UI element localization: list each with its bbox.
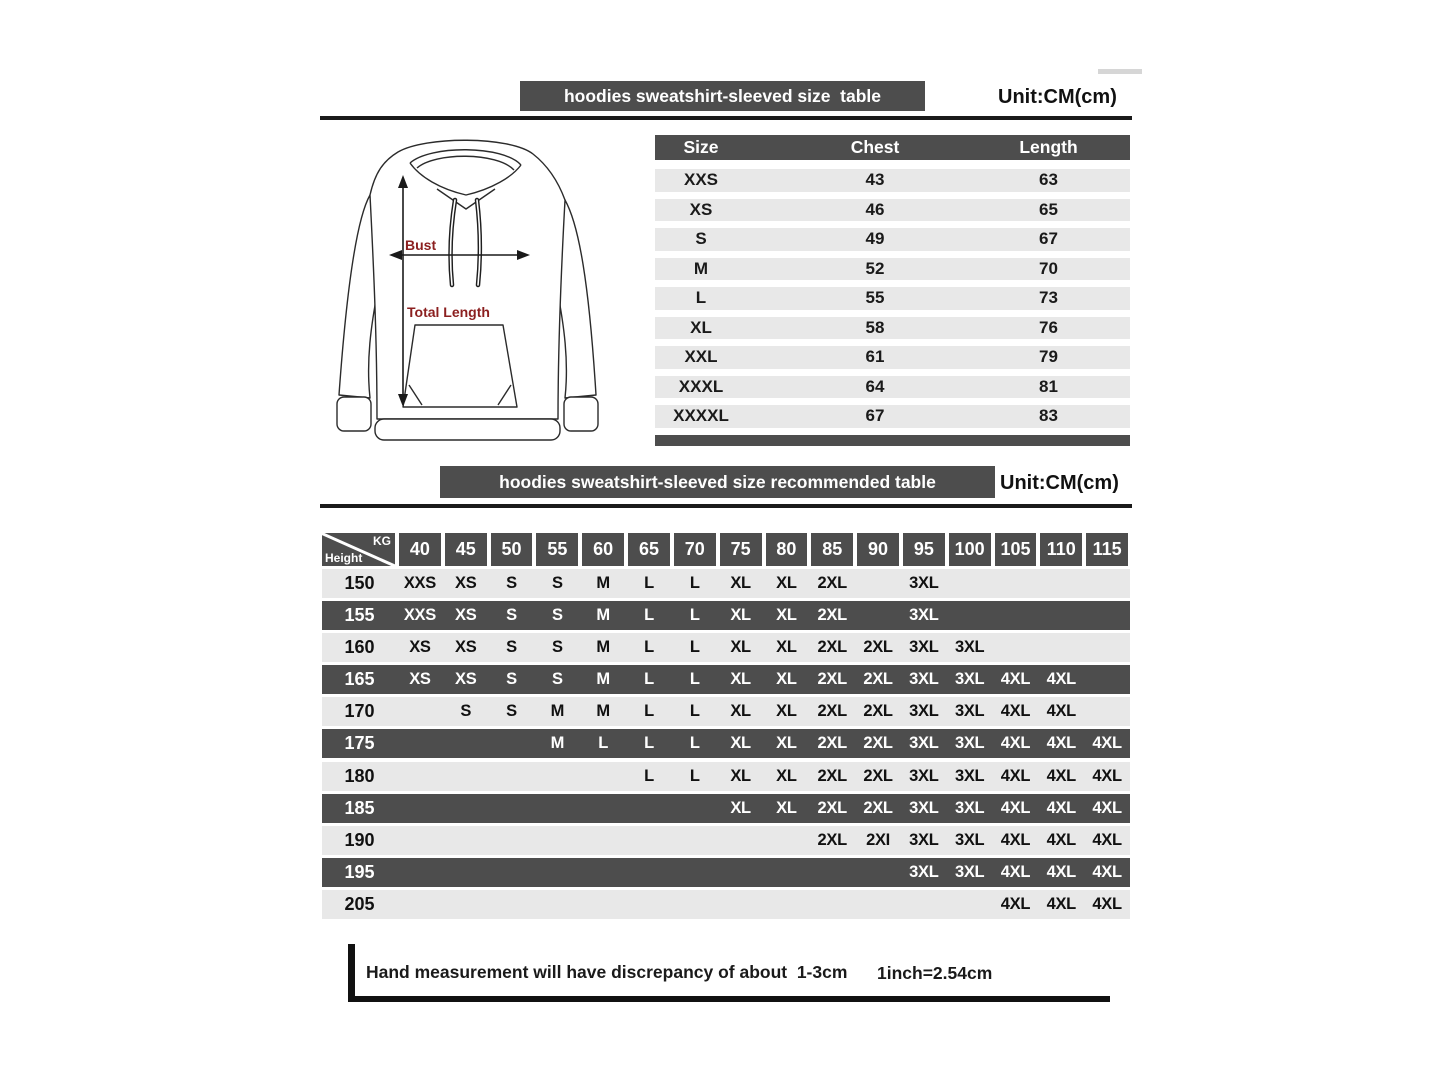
size-value-cell: 2XL: [863, 670, 893, 689]
size-value-cell: [534, 762, 580, 791]
size-value-cell: L: [644, 702, 654, 721]
size-value-cell: [580, 890, 626, 919]
weight-col-header: 90: [857, 533, 899, 566]
weight-col-header: 50: [491, 533, 533, 566]
weight-col-header: 40: [399, 533, 441, 566]
size-value-cell: 2XL: [817, 734, 847, 753]
size-value-cell: [443, 794, 489, 823]
size-value-cell: 2XL: [863, 798, 893, 817]
size-table-row: [655, 199, 1130, 222]
size-value-cell: 4XL: [1092, 863, 1122, 882]
size-value-cell: [443, 858, 489, 887]
size-value-cell: [397, 858, 443, 887]
size-value-cell: 3XL: [909, 831, 939, 849]
size-cell: S: [695, 229, 707, 248]
size-value-cell: 4XL: [1092, 895, 1122, 914]
size-value-cell: [534, 858, 580, 887]
size-value-cell: [1038, 633, 1084, 662]
size-value-cell: XS: [409, 637, 431, 656]
weight-col-header: 80: [766, 533, 808, 566]
size-value-cell: [580, 858, 626, 887]
size-table-row: [655, 228, 1130, 251]
size-cell: XXS: [683, 170, 719, 189]
size-value-cell: XL: [730, 766, 751, 785]
size-value-cell: [626, 858, 672, 887]
size-value-cell: XL: [730, 605, 751, 624]
weight-col-header: 65: [628, 533, 670, 566]
height-cell: 170: [344, 701, 375, 722]
size-value-cell: L: [644, 734, 654, 753]
size-value-cell: 4XL: [1046, 798, 1076, 817]
size-value-cell: M: [596, 637, 610, 656]
size-table-row: [655, 317, 1130, 340]
size-value-cell: [489, 762, 535, 791]
size-value-cell: M: [596, 670, 610, 689]
footnote-bracket-vertical: [348, 944, 355, 1002]
size-value-cell: [672, 794, 718, 823]
chest-cell: 52: [865, 258, 885, 278]
size-value-cell: XL: [730, 798, 751, 817]
size-value-cell: [672, 890, 718, 919]
matrix-body: [322, 569, 1130, 920]
size-value-cell: XL: [776, 670, 797, 689]
size-table-row: [655, 287, 1130, 310]
size-value-cell: 2XL: [863, 702, 893, 721]
size-value-cell: 4XL: [1000, 670, 1031, 689]
size-value-cell: 3XL: [909, 670, 939, 689]
size-table-footer-bar: [655, 435, 1130, 446]
size-value-cell: XL: [730, 573, 751, 592]
size-table-row: [655, 346, 1130, 369]
size-value-cell: XS: [455, 637, 477, 656]
size-value-cell: 3XL: [954, 702, 985, 721]
weight-col-header: 100: [949, 533, 991, 566]
size-value-cell: [947, 569, 993, 598]
matrix-row: [322, 665, 1130, 694]
size-value-cell: 4XL: [1000, 702, 1031, 721]
size-value-cell: 4XL: [1092, 798, 1122, 817]
matrix-header: [322, 533, 1130, 566]
size-value-cell: XL: [730, 670, 751, 689]
size-value-cell: 4XL: [1092, 831, 1122, 849]
bust-label: Bust: [405, 237, 437, 253]
size-value-cell: 4XL: [1046, 734, 1076, 753]
size-value-cell: XS: [409, 670, 431, 689]
size-value-cell: M: [550, 734, 565, 753]
size-value-cell: 4XL: [1046, 831, 1076, 849]
height-cell: 165: [344, 669, 375, 690]
size-value-cell: 4XL: [1092, 766, 1122, 785]
size-value-cell: 3XL: [954, 734, 985, 753]
size-value-cell: XL: [776, 798, 797, 817]
chest-cell: 49: [865, 229, 885, 248]
size-value-cell: 2XL: [817, 605, 847, 624]
size-value-cell: XL: [776, 637, 797, 656]
length-cell: 63: [1039, 170, 1058, 189]
size-value-cell: L: [644, 637, 654, 656]
size-value-cell: S: [506, 637, 517, 656]
size-table-header: [655, 135, 1130, 160]
height-cell: 195: [344, 862, 375, 883]
size-value-cell: M: [596, 702, 610, 721]
chest-cell: 58: [865, 317, 885, 337]
weight-col-header: 60: [582, 533, 624, 566]
weight-col-header: 75: [720, 533, 762, 566]
total-length-label: Total Length: [407, 304, 490, 320]
matrix-row: [322, 826, 1130, 855]
size-value-cell: [443, 826, 489, 855]
size-value-cell: [397, 826, 443, 855]
size-value-cell: [764, 890, 810, 919]
size-value-cell: [1084, 697, 1130, 726]
size-value-cell: L: [689, 605, 700, 624]
weight-col-header: 70: [674, 533, 716, 566]
size-table: [655, 135, 1130, 446]
matrix-row: [322, 794, 1130, 823]
size-value-cell: 2XL: [863, 734, 893, 753]
size-value-cell: 4XL: [1000, 831, 1031, 849]
size-value-cell: [489, 890, 535, 919]
chest-cell: 55: [865, 288, 885, 307]
size-value-cell: [397, 697, 443, 726]
size-value-cell: XS: [455, 573, 477, 592]
size-value-cell: [1038, 601, 1084, 630]
size-value-cell: [397, 794, 443, 823]
size-value-cell: [764, 858, 810, 887]
kangaroo-pocket: [403, 325, 517, 407]
size-value-cell: 4XL: [1046, 895, 1076, 914]
size-value-cell: 4XL: [1000, 895, 1031, 914]
size-table-row: [655, 376, 1130, 399]
chest-cell: 46: [865, 199, 885, 219]
size-value-cell: [626, 794, 672, 823]
length-cell: 70: [1039, 258, 1058, 278]
size-recommendation-matrix: [322, 533, 1130, 923]
size-value-cell: [947, 601, 993, 630]
size-value-cell: L: [689, 573, 700, 592]
size-value-cell: [672, 858, 718, 887]
size-value-cell: 2XL: [817, 637, 847, 656]
chest-cell: 43: [865, 170, 885, 189]
size-value-cell: [1038, 569, 1084, 598]
measurement-discrepancy-note: Hand measurement will have discrepancy of about 1-3cm: [366, 962, 848, 982]
length-cell: 65: [1039, 199, 1058, 219]
length-cell: 79: [1039, 347, 1058, 366]
size-value-cell: L: [689, 702, 700, 721]
size-value-cell: [580, 762, 626, 791]
size-value-cell: [718, 858, 764, 887]
size-value-cell: 2XL: [817, 798, 847, 817]
size-value-cell: [901, 890, 947, 919]
size-value-cell: [855, 601, 901, 630]
size-value-cell: 4XL: [1046, 863, 1076, 882]
size-value-cell: S: [551, 605, 563, 624]
hoodie-diagram: [325, 133, 610, 458]
size-value-cell: 3XL: [954, 831, 985, 849]
size-value-cell: 2XL: [863, 766, 893, 785]
height-cell: 205: [344, 894, 375, 915]
size-value-cell: L: [644, 766, 654, 785]
matrix-row: [322, 633, 1130, 662]
size-cell: XS: [689, 199, 713, 219]
left-cuff: [337, 397, 371, 431]
size-value-cell: 4XL: [1000, 734, 1031, 753]
size-value-cell: [397, 762, 443, 791]
size-value-cell: M: [596, 573, 610, 592]
size-value-cell: 4XL: [1046, 670, 1076, 689]
size-value-cell: 3XL: [954, 670, 985, 689]
size-value-cell: [489, 729, 535, 758]
size-value-cell: [1084, 665, 1130, 694]
matrix-row: [322, 697, 1130, 726]
size-value-cell: XXS: [403, 573, 436, 592]
inch-conversion-note: 1inch=2.54cm: [877, 963, 993, 983]
size-value-cell: [626, 890, 672, 919]
size-value-cell: 4XL: [1046, 702, 1076, 721]
size-value-cell: [626, 826, 672, 855]
size-value-cell: 3XL: [909, 605, 939, 624]
size-value-cell: 3XL: [909, 573, 939, 592]
matrix-corner-cell: [322, 533, 395, 566]
size-value-cell: [534, 794, 580, 823]
size-value-cell: L: [644, 573, 654, 592]
size-value-cell: L: [689, 766, 700, 785]
height-axis-label: Height: [325, 551, 363, 565]
size-value-cell: [534, 826, 580, 855]
size-value-cell: 3XL: [954, 766, 985, 785]
hem-band: [375, 419, 560, 440]
right-cuff: [564, 397, 598, 431]
weight-col-header: 55: [536, 533, 578, 566]
size-value-cell: L: [644, 670, 654, 689]
size-value-cell: XS: [455, 670, 477, 689]
size-value-cell: [718, 826, 764, 855]
size-value-cell: 3XL: [909, 798, 939, 817]
size-value-cell: [397, 729, 443, 758]
kg-axis-label: KG: [373, 534, 391, 548]
length-cell: 83: [1039, 406, 1058, 425]
size-value-cell: [1084, 601, 1130, 630]
size-value-cell: 4XL: [1000, 798, 1031, 817]
size-value-cell: L: [689, 637, 700, 656]
size-value-cell: 3XL: [954, 863, 985, 882]
size-value-cell: 4XL: [1000, 766, 1031, 785]
size-value-cell: [672, 826, 718, 855]
size-value-cell: 2XL: [817, 831, 847, 849]
height-cell: 185: [344, 797, 375, 818]
length-cell: 67: [1039, 229, 1058, 248]
size-value-cell: XL: [730, 702, 751, 721]
size-value-cell: 2XL: [817, 702, 847, 721]
divider-rule-top: [320, 116, 1132, 120]
size-value-cell: XL: [776, 702, 797, 721]
size-value-cell: XL: [776, 605, 797, 624]
size-value-cell: XL: [730, 637, 751, 656]
height-cell: 175: [344, 733, 375, 754]
size-value-cell: [443, 890, 489, 919]
weight-col-header: 85: [811, 533, 853, 566]
matrix-row: [322, 729, 1130, 758]
size-value-cell: S: [506, 605, 517, 624]
length-column-header: Length: [1019, 137, 1078, 157]
matrix-row: [322, 569, 1130, 598]
size-value-cell: [443, 729, 489, 758]
size-table-unit-label: Unit:CM(cm): [998, 86, 1117, 108]
size-value-cell: M: [596, 605, 610, 624]
size-value-cell: 3XL: [954, 798, 985, 817]
size-value-cell: S: [551, 637, 563, 656]
size-value-cell: 2XL: [817, 670, 847, 689]
chest-cell: 64: [865, 376, 885, 396]
size-value-cell: S: [551, 670, 563, 689]
size-value-cell: [580, 794, 626, 823]
height-cell: 155: [344, 604, 375, 625]
size-value-cell: 3XL: [909, 766, 939, 785]
chest-cell: 61: [865, 347, 885, 366]
size-value-cell: S: [551, 573, 563, 592]
size-value-cell: XXS: [403, 605, 436, 624]
size-value-cell: XL: [776, 766, 797, 785]
chest-column-header: Chest: [850, 137, 900, 157]
size-value-cell: [489, 826, 535, 855]
size-value-cell: [764, 826, 810, 855]
size-value-cell: XL: [776, 573, 797, 592]
size-value-cell: [489, 858, 535, 887]
size-value-cell: [947, 890, 993, 919]
size-value-cell: 2XI: [866, 831, 890, 849]
size-cell: XXXXL: [673, 406, 729, 425]
weight-col-header: 95: [903, 533, 945, 566]
size-value-cell: L: [598, 734, 609, 753]
size-table-body: [655, 169, 1130, 428]
divider-rule-bottom: [320, 504, 1132, 508]
weight-col-header: 110: [1040, 533, 1082, 566]
size-value-cell: 4XL: [1092, 734, 1122, 753]
size-cell: XXL: [684, 347, 718, 366]
size-value-cell: S: [460, 702, 472, 721]
size-column-header: Size: [683, 137, 719, 157]
size-value-cell: M: [550, 702, 565, 721]
size-value-cell: L: [689, 734, 700, 753]
size-value-cell: [993, 633, 1039, 662]
size-value-cell: 4XL: [1046, 766, 1076, 785]
size-value-cell: 3XL: [909, 702, 939, 721]
size-cell: XL: [690, 317, 712, 337]
size-value-cell: L: [689, 670, 700, 689]
size-value-cell: [855, 858, 901, 887]
size-value-cell: [489, 794, 535, 823]
size-value-cell: [1084, 633, 1130, 662]
weight-col-header: 105: [995, 533, 1037, 566]
size-value-cell: 2XL: [863, 637, 893, 656]
size-value-cell: [993, 601, 1039, 630]
size-value-cell: [855, 890, 901, 919]
size-value-cell: S: [506, 670, 517, 689]
size-value-cell: [397, 890, 443, 919]
recommended-table-title-bar: hoodies sweatshirt-sleeved size recommended table: [440, 466, 995, 498]
size-value-cell: S: [506, 573, 517, 592]
size-value-cell: XS: [455, 605, 477, 624]
matrix-row: [322, 601, 1130, 630]
size-value-cell: S: [506, 702, 517, 721]
chest-cell: 67: [865, 406, 885, 425]
matrix-row: [322, 890, 1130, 919]
size-value-cell: [580, 826, 626, 855]
height-cell: 180: [344, 765, 375, 786]
height-cell: 190: [344, 830, 375, 850]
size-value-cell: [993, 569, 1039, 598]
weight-col-header: 45: [445, 533, 487, 566]
matrix-row: [322, 858, 1130, 887]
size-value-cell: 3XL: [909, 637, 939, 656]
size-value-cell: 3XL: [909, 734, 939, 753]
size-value-cell: XL: [730, 734, 751, 753]
height-cell: 150: [344, 572, 375, 593]
scan-artifact: [1098, 69, 1142, 74]
size-value-cell: [809, 890, 855, 919]
length-cell: 76: [1039, 317, 1058, 337]
size-value-cell: 4XL: [1000, 863, 1031, 882]
size-value-cell: 2XL: [817, 573, 847, 592]
weight-col-header: 115: [1086, 533, 1128, 566]
size-value-cell: [1084, 569, 1130, 598]
size-value-cell: 2XL: [817, 766, 847, 785]
size-table-row: [655, 405, 1130, 428]
length-cell: 81: [1039, 376, 1058, 396]
footnote-bracket-horizontal: [348, 996, 1110, 1002]
size-value-cell: [809, 858, 855, 887]
size-value-cell: [718, 890, 764, 919]
size-value-cell: 3XL: [909, 863, 939, 882]
size-value-cell: L: [644, 605, 654, 624]
size-value-cell: [534, 890, 580, 919]
size-value-cell: [855, 569, 901, 598]
size-cell: L: [695, 288, 707, 307]
size-table-title-bar: hoodies sweatshirt-sleeved size table: [520, 81, 925, 111]
height-cell: 160: [344, 636, 375, 657]
length-cell: 73: [1039, 288, 1058, 307]
matrix-row: [322, 762, 1130, 791]
size-value-cell: XL: [776, 734, 797, 753]
recommended-table-unit-label: Unit:CM(cm): [1000, 472, 1119, 494]
size-table-row: [655, 169, 1130, 192]
size-value-cell: [443, 762, 489, 791]
size-table-row: [655, 258, 1130, 281]
size-cell: M: [693, 258, 709, 278]
size-cell: XXXL: [678, 376, 724, 396]
size-value-cell: 3XL: [954, 637, 985, 656]
